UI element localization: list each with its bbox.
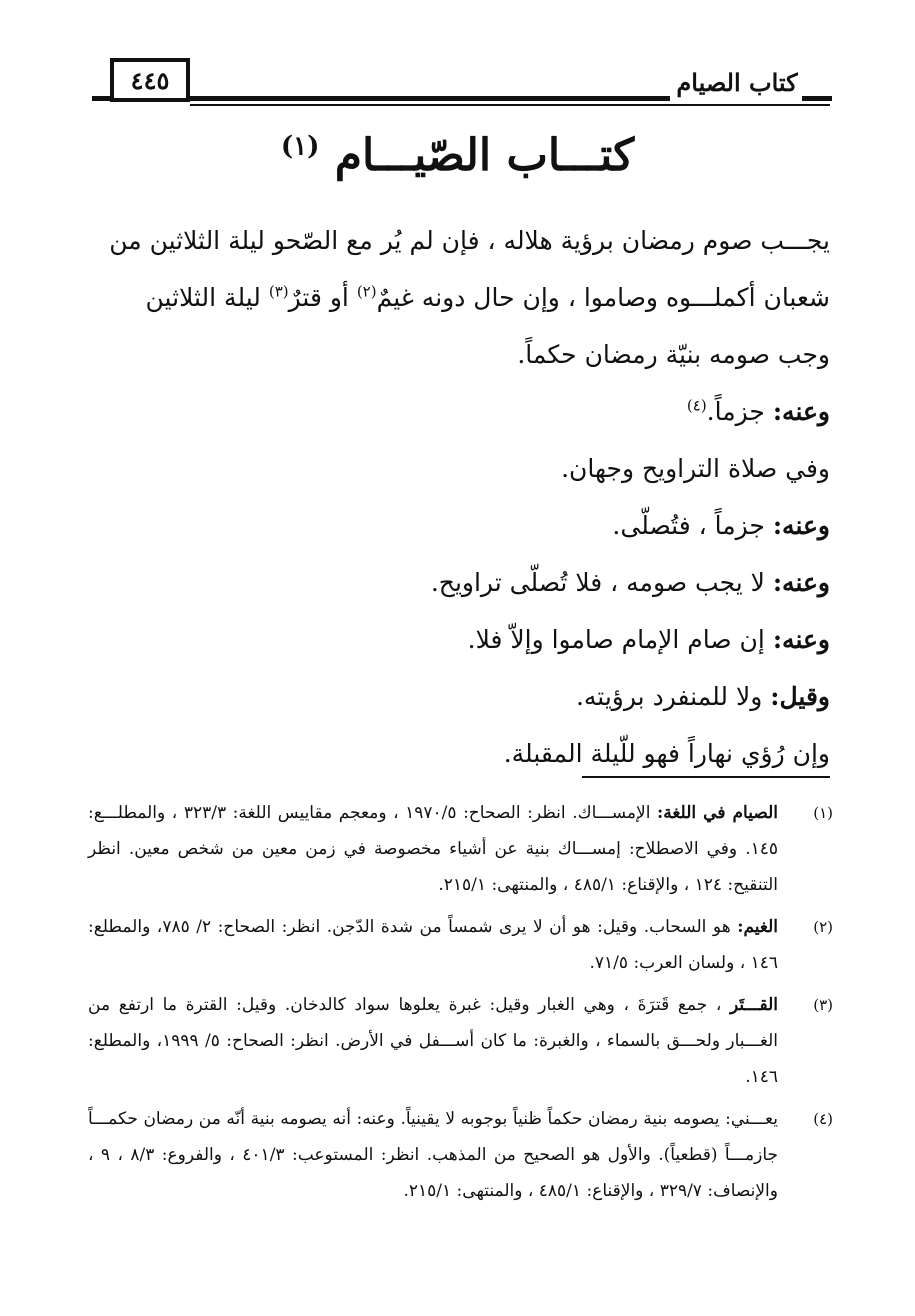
header-rule xyxy=(190,96,670,101)
footnote-number: (٤) xyxy=(813,1110,833,1128)
paragraph: وقيل: ولا للمنفرد برؤيته. xyxy=(575,682,830,711)
note-ref: (٢) xyxy=(356,282,377,301)
footnote-number: (١) xyxy=(813,804,833,822)
footnote-lead: القـــتَر xyxy=(730,995,778,1015)
paragraph-lead: وعنه: xyxy=(772,511,830,540)
header-rule xyxy=(802,96,832,101)
footnote-number: (٣) xyxy=(813,996,833,1014)
footnote xyxy=(88,987,833,1095)
running-title: كتاب الصيام xyxy=(676,68,798,97)
chapter-note-ref: (١) xyxy=(280,131,320,162)
paragraph: يجـــب صوم رمضان برؤية هلاله ، فإن لم يُر مع الصّحو ليلة الثلاثين من شعبان أكملـــوه وصاموا ، وإن حال دونه غيمٌ$^{(٢)}$ أو قترٌ$^{(٣)}$ ليلة الثلاثين وجب صومه بنيّة رمضان حكماً. xyxy=(109,226,830,369)
main-text xyxy=(88,212,830,782)
footnote xyxy=(88,1101,833,1209)
paragraph: وعنه: جزماً.$^{(٤)}$ xyxy=(686,396,830,426)
paragraph-lead: وعنه: xyxy=(772,397,830,426)
header-rule xyxy=(92,96,110,101)
chapter-title xyxy=(0,130,915,181)
paragraph: وفي صلاة التراويح وجهان. xyxy=(561,454,830,483)
footnote-lead: الصيام في اللغة: xyxy=(656,803,778,823)
header-underline xyxy=(190,104,830,106)
page-number: ٤٤٥ xyxy=(110,58,190,102)
paragraph-lead: وعنه: xyxy=(772,568,830,597)
footnote-number: (٢) xyxy=(813,918,833,936)
note-ref: (٣) xyxy=(268,282,289,301)
footnote-text: ، جمع قَترَةَ ، وهي الغبار وقيل: غبرة يعلوها سواد كالدخان. وقيل: القترة ما ارتفع من الغـــبار ولحـــق بالسماء ، والغبرة: ما كان أســـفل في الأرض. انظر: الصحاح: ٥/ ١٩٩٩، والمطلع: ١٤٦. xyxy=(88,995,778,1087)
footnotes xyxy=(88,795,833,1215)
footnote-lead: الغيم: xyxy=(737,917,779,937)
paragraph: وعنه: لا يجب صومه ، فلا تُصلّى تراويح. xyxy=(430,568,830,597)
footnote xyxy=(88,909,833,981)
footnote xyxy=(88,795,833,903)
paragraph: وعنه: إن صام الإمام صاموا وإلاّ فلا. xyxy=(467,625,830,654)
footnote-text: هو السحاب. وقيل: هو أن لا يرى شمساً من شدة الدّجن. انظر: الصحاح: ٢/ ٧٨٥، والمطلع: ١٤٦ ، ولسان العرب: ٧١/٥. xyxy=(88,917,778,973)
paragraph-lead: وعنه: xyxy=(772,625,830,654)
footnote-separator xyxy=(582,776,830,778)
page-header xyxy=(92,58,832,108)
paragraph: وعنه: جزماً ، فتُصلّى. xyxy=(612,511,830,540)
footnote-text: يعـــني: يصومه بنية رمضان حكماً ظنياً بوجوبه لا يقينياً. وعنه: أنه يصومه بنية أنّه من رمضان حكمـــاً جازمـــاً (قطعياً). والأول هو الصحيح من المذهب. انظر: المستوعب: ٤٠١/٣ ، والفروع: ٨/٣ ، ٩ ، والإنصاف: ٣٢٩/٧ ، والإقناع: ٤٨٥/١ ، والمنتهى: ٢١٥/١. xyxy=(88,1109,779,1201)
paragraph: وإن رُؤي نهاراً فهو للّيلة المقبلة. xyxy=(503,739,830,768)
chapter-title-text: كتـــاب الصّيـــام xyxy=(334,130,635,181)
footnote-text: الإمســـاك. انظر: الصحاح: ١٩٧٠/٥ ، ومعجم مقاييس اللغة: ٣٢٣/٣ ، والمطلـــع: ١٤٥. وفي الاصطلاح: إمســـاك بنية عن أشياء مخصوصة في زمن معين من شخص معين. انظر التنقيح: ١٢٤ ، والإقناع: ٤٨٥/١ ، والمنتهى: ٢١٥/١. xyxy=(88,803,778,895)
paragraph-lead: وقيل: xyxy=(770,682,830,711)
note-ref: (٤) xyxy=(686,396,707,415)
